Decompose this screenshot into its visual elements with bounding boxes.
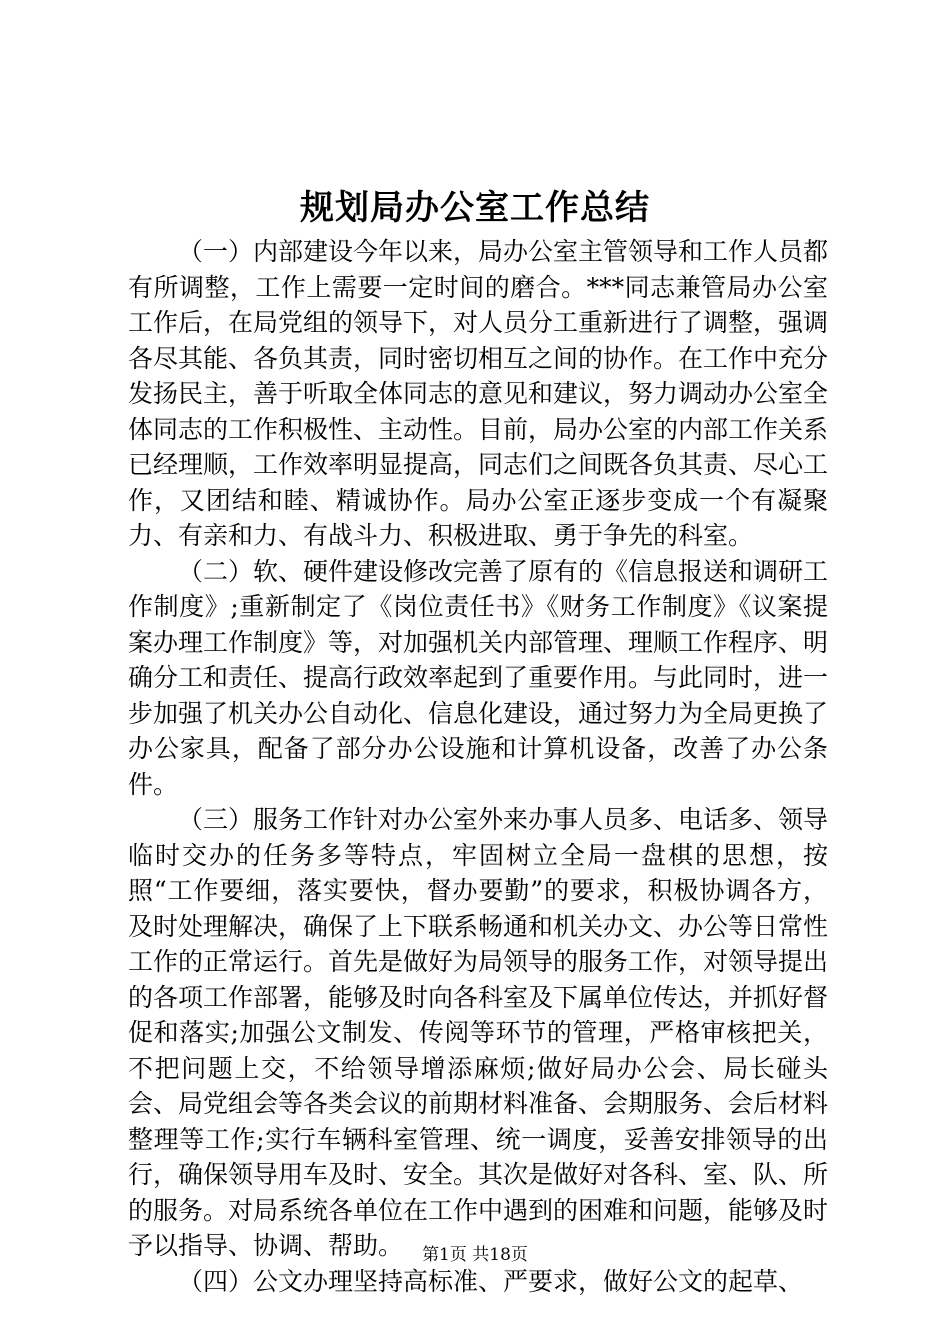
document-body (128, 234, 828, 1299)
document-title: 规划局办公室工作总结 (300, 188, 650, 228)
paragraph-4: （四）公文办理坚持高标准、严要求，做好公文的起草、 (178, 1266, 804, 1296)
paragraph-2: （二）软、硬件建设修改完善了原有的《信息报送和调研工作制度》;重新制定了《岗位责任书》《财务工作制度》《议案提案办理工作制度》等，对加强机关内部管理、理顺工作程序、明确分工和责任、提高行政效率起到了重要作用。与此同时，进一步加强了机关办公自动化、信息化建设，通过努力为全局更换了办公家具，配备了部分办公设施和计算机设备，改善了办公条件。 (128, 556, 829, 799)
page-footer (0, 1243, 950, 1267)
paragraph-3: （三）服务工作针对办公室外来办事人员多、电话多、领导临时交办的任务多等特点，牢固树立全局一盘棋的思想，按照“工作要细，落实要快，督办要勤”的要求，积极协调各方，及时处理解决，确保了上下联系畅通和机关办文、办公等日常性工作的正常运行。首先是做好为局领导的服务工作，对领导提出的各项工作部署，能够及时向各科室及下属单位传达，并抓好督促和落实;加强公文制发、传阅等环节的管理，严格审核把关，不把问题上交，不给领导增添麻烦;做好局办公会、局长碰头会、局党组会等各类会议的前期材料准备、会期服务、会后材料整理等工作;实行车辆科室管理、统一调度，妥善安排领导的出行，确保领导用车及时、安全。其次是做好对各科、室、队、所的服务。对局系统各单位在工作中遇到的困难和问题，能够及时予以指导、协调、帮助。 (128, 805, 829, 1260)
page-number: 第1页 (422, 1245, 467, 1265)
page-total: 共18页 (472, 1245, 528, 1265)
paragraph-1: （一）内部建设今年以来，局办公室主管领导和工作人员都有所调整，工作上需要一定时间的磨合。***同志兼管局办公室工作后，在局党组的领导下，对人员分工重新进行了调整，强调各尽其能、各负其责，同时密切相互之间的协作。在工作中充分发扬民主，善于听取全体同志的意见和建议，努力调动办公室全体同志的工作积极性、主动性。目前，局办公室的内部工作关系已经理顺，工作效率明显提高，同志们之间既各负其责、尽心工作，又团结和睦、精诚协作。局办公室正逐步变成一个有凝聚力、有亲和力、有战斗力、积极进取、勇于争先的科室。 (128, 237, 829, 550)
